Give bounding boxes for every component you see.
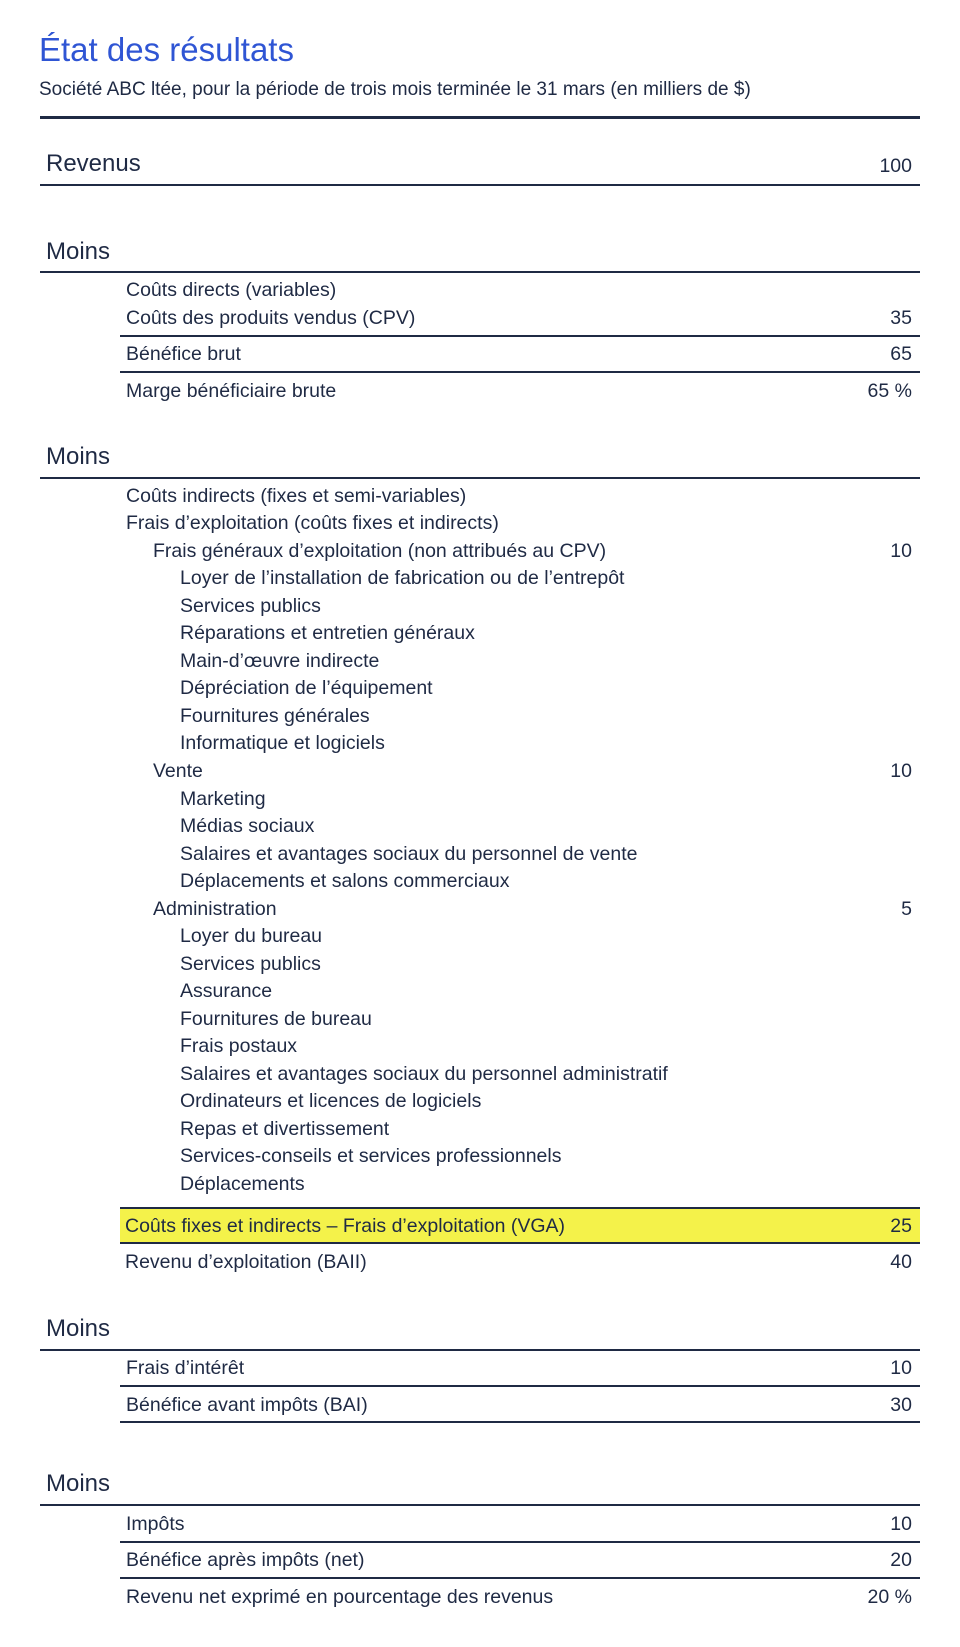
overhead-label: Frais généraux d’exploitation (non attribués au CPV) — [153, 540, 607, 562]
ebt-value: 30 — [890, 1394, 912, 1416]
divider — [120, 335, 920, 337]
net-margin-label: Revenu net exprimé en pourcentage des revenus — [126, 1586, 554, 1608]
operating-income-value: 40 — [890, 1251, 912, 1273]
divider — [120, 1421, 920, 1423]
moins-heading: Moins — [46, 238, 111, 265]
overhead-item: Réparations et entretien généraux — [180, 622, 475, 644]
administration-item: Assurance — [180, 980, 273, 1002]
sales-item: Déplacements et salons commerciaux — [180, 870, 510, 892]
divider — [40, 1349, 920, 1351]
net-margin-value: 20 % — [867, 1586, 912, 1608]
indirect-costs-label: Coûts indirects (fixes et semi-variables) — [126, 485, 467, 507]
moins-heading: Moins — [46, 1470, 111, 1497]
cogs-label: Coûts des produits vendus (CPV) — [126, 307, 416, 329]
administration-item: Repas et divertissement — [180, 1118, 390, 1140]
administration-item: Salaires et avantages sociaux du personnel administratif — [180, 1063, 668, 1085]
total-sga-label: Coûts fixes et indirects – Frais d’exploitation (VGA) — [125, 1215, 566, 1237]
sales-label: Vente — [153, 760, 203, 782]
administration-item: Déplacements — [180, 1173, 305, 1195]
administration-item: Fournitures de bureau — [180, 1008, 372, 1030]
administration-item: Frais postaux — [180, 1035, 298, 1057]
divider — [120, 1541, 920, 1543]
net-income-label: Bénéfice après impôts (net) — [126, 1549, 365, 1571]
gross-margin-label: Marge bénéficiaire brute — [126, 380, 337, 402]
sales-item: Marketing — [180, 788, 266, 810]
interest-value: 10 — [890, 1357, 912, 1379]
gross-profit-label: Bénéfice brut — [126, 343, 241, 365]
overhead-item: Main-d’œuvre indirecte — [180, 650, 380, 672]
sales-item: Salaires et avantages sociaux du personnel de vente — [180, 843, 638, 865]
net-income-value: 20 — [890, 1549, 912, 1571]
overhead-item: Loyer de l’installation de fabrication ou de l’entrepôt — [180, 567, 625, 589]
moins-heading: Moins — [46, 443, 111, 470]
header-divider — [40, 116, 920, 119]
administration-value: 5 — [901, 898, 912, 920]
divider — [120, 1577, 920, 1579]
administration-item: Services-conseils et services professionnels — [180, 1145, 562, 1167]
operating-income-label: Revenu d’exploitation (BAII) — [125, 1251, 367, 1273]
overhead-item: Services publics — [180, 595, 321, 617]
divider — [120, 1242, 920, 1244]
divider — [120, 371, 920, 373]
moins-heading: Moins — [46, 1315, 111, 1342]
administration-label: Administration — [153, 898, 277, 920]
overhead-item: Dépréciation de l’équipement — [180, 677, 433, 699]
operating-expenses-label: Frais d’exploitation (coûts fixes et indirects) — [126, 512, 499, 534]
divider — [120, 1385, 920, 1387]
gross-margin-value: 65 % — [867, 380, 912, 402]
cogs-value: 35 — [890, 307, 912, 329]
sales-value: 10 — [890, 760, 912, 782]
sales-item: Médias sociaux — [180, 815, 315, 837]
administration-item: Services publics — [180, 953, 321, 975]
divider — [40, 271, 920, 273]
page-title: État des résultats — [39, 31, 294, 68]
administration-item: Ordinateurs et licences de logiciels — [180, 1090, 482, 1112]
page-subtitle: Société ABC ltée, pour la période de trois mois terminée le 31 mars (en milliers de $) — [39, 79, 751, 100]
taxes-label: Impôts — [126, 1513, 185, 1535]
gross-profit-value: 65 — [890, 343, 912, 365]
overhead-item: Fournitures générales — [180, 705, 370, 727]
divider — [40, 477, 920, 479]
administration-item: Loyer du bureau — [180, 925, 323, 947]
divider — [40, 184, 920, 186]
interest-label: Frais d’intérêt — [126, 1357, 245, 1379]
direct-costs-label: Coûts directs (variables) — [126, 279, 337, 301]
taxes-value: 10 — [890, 1513, 912, 1535]
divider — [120, 1207, 920, 1209]
total-sga-value: 25 — [890, 1215, 912, 1237]
revenue-label: Revenus — [46, 150, 141, 177]
divider — [40, 1504, 920, 1506]
revenue-value: 100 — [879, 155, 912, 177]
ebt-label: Bénéfice avant impôts (BAI) — [126, 1394, 368, 1416]
overhead-value: 10 — [890, 540, 912, 562]
overhead-item: Informatique et logiciels — [180, 732, 385, 754]
